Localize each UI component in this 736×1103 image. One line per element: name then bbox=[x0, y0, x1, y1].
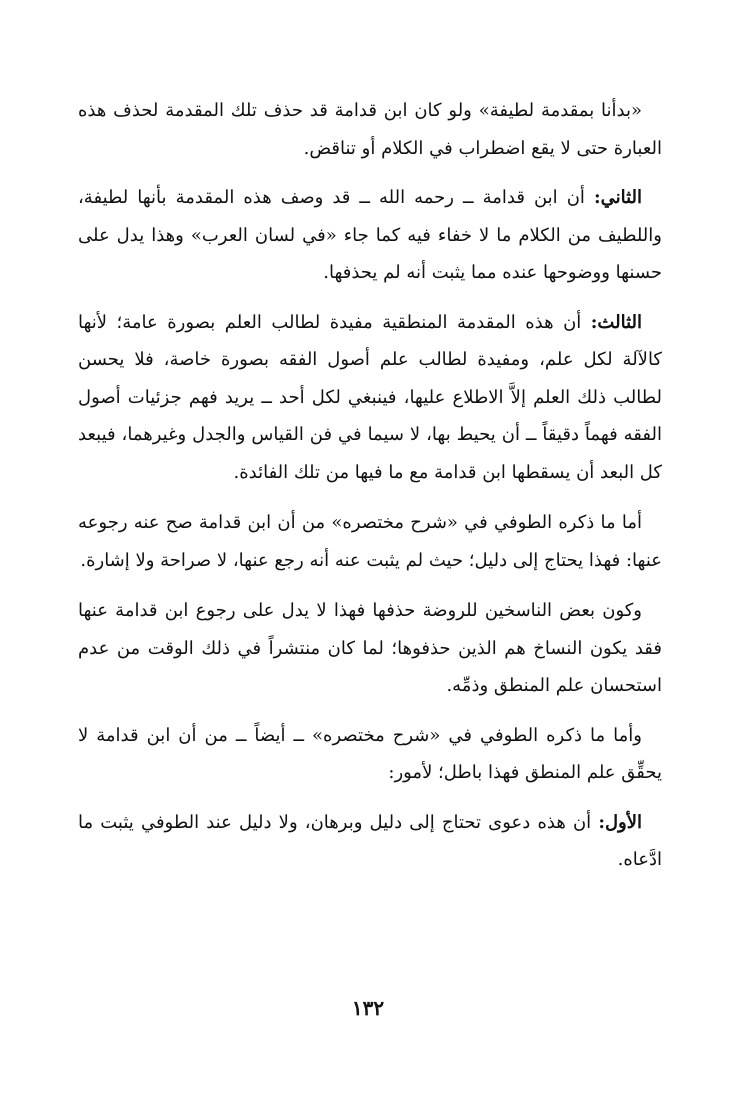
paragraph-4 bbox=[78, 504, 662, 579]
paragraph-3-text: أن هذه المقدمة المنطقية مفيدة لطالب العلم بصورة عامة؛ لأنها كالآلة لكل علم، ومفيدة لطالب علم أصول الفقه بصورة خاصة، فلا يحسن لطالب ذلك العلم إلاَّ الاطلاع عليها، فينبغي لكل أحد ــ يريد فهم جزئيات أصول الفقه فهماً دقيقاً ــ أن يحيط بها، لا سيما في فن القياس والجدل وغيرهما، فيبعد كل البعد أن يسقطها ابن قدامة مع ما فيها من تلك الفائدة. bbox=[78, 311, 662, 483]
paragraph-7 bbox=[78, 804, 662, 879]
paragraph-1 bbox=[78, 92, 662, 167]
paragraph-6-text: وأما ما ذكره الطوفي في «شرح مختصره» ــ أيضاً ــ من أن ابن قدامة لا يحقِّق علم المنطق فهذا باطل؛ لأمور: bbox=[78, 724, 662, 783]
paragraph-3 bbox=[78, 304, 662, 492]
paragraph-2 bbox=[78, 179, 662, 292]
paragraph-4-text: أما ما ذكره الطوفي في «شرح مختصره» من أن ابن قدامة صح عنه رجوعه عنها: فهذا يحتاج إلى دليل؛ حيث لم يثبت عنه أنه رجع عنها، لا صراحة ولا إشارة. bbox=[78, 512, 662, 571]
paragraph-7-lead: الأول: bbox=[598, 811, 642, 833]
paragraph-2-text: أن ابن قدامة ــ رحمه الله ــ قد وصف هذه المقدمة بأنها لطيفة، واللطيف من الكلام ما لا خفاء فيه كما جاء «في لسان العرب» وهذا يدل على حسنها ووضوحها عنده مما يثبت أنه لم يحذفها. bbox=[78, 187, 662, 283]
paragraph-5-text: وكون بعض الناسخين للروضة حذفها فهذا لا يدل على رجوع ابن قدامة عنها فقد يكون النساخ هم الذين حذفوها؛ لما كان منتشراً في ذلك الوقت من عدم استحسان علم المنطق وذمِّه. bbox=[78, 600, 662, 696]
paragraph-1-text: «بدأنا بمقدمة لطيفة» ولو كان ابن قدامة قد حذف تلك المقدمة لحذف هذه العبارة حتى لا يقع اضطراب في الكلام أو تناقض. bbox=[78, 100, 662, 159]
paragraph-3-lead: الثالث: bbox=[590, 311, 642, 333]
page-number: ١٣٢ bbox=[351, 996, 385, 1020]
page-body bbox=[78, 92, 662, 879]
paragraph-2-lead: الثاني: bbox=[593, 187, 642, 208]
paragraph-7-text: أن هذه دعوى تحتاج إلى دليل وبرهان، ولا دليل عند الطوفي يثبت ما ادَّعاه. bbox=[78, 811, 662, 870]
paragraph-5 bbox=[78, 592, 662, 705]
paragraph-6 bbox=[78, 717, 662, 792]
